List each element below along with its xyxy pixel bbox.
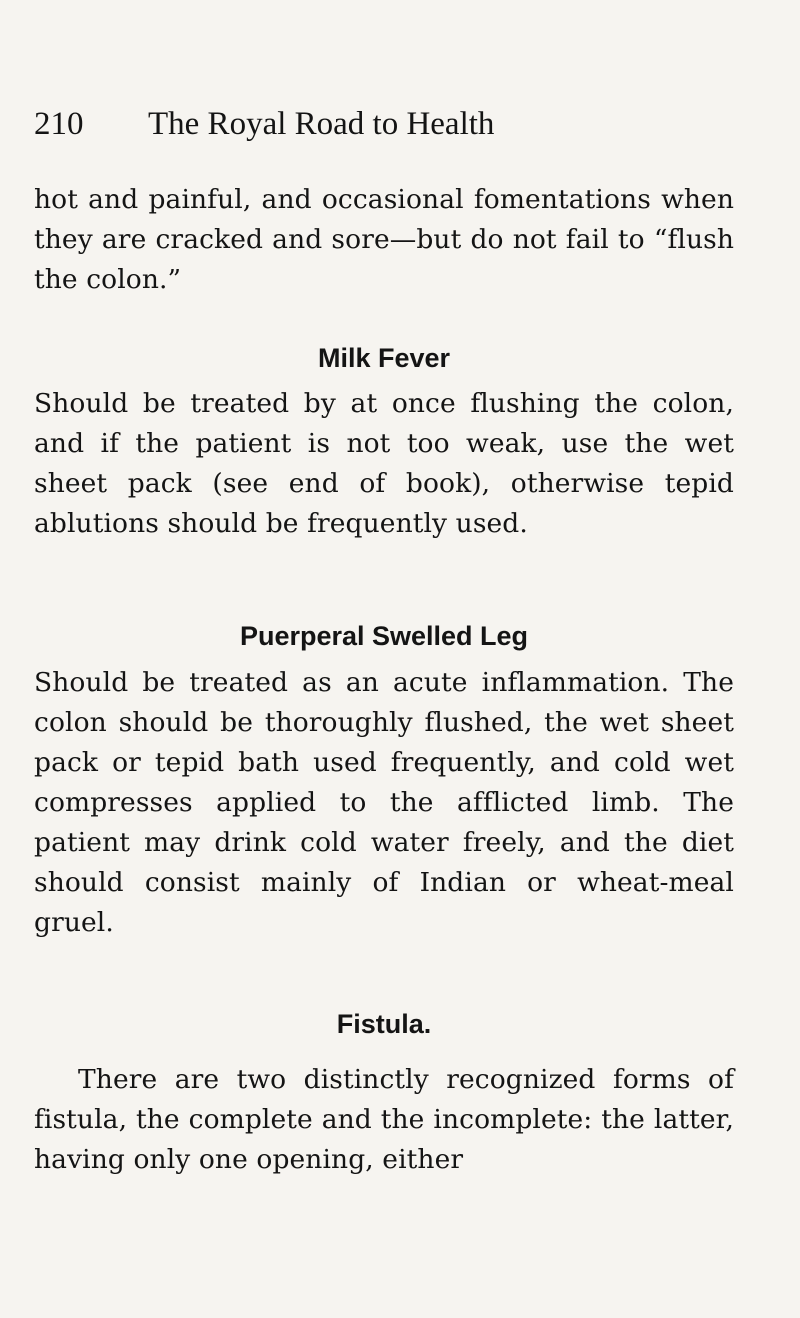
section-paragraph-puerperal-swelled-leg: Should be treated as an acute inflammation. The colon should be thoroughly flushed, the wet sheet pack or tepid bath used frequently, and cold wet compresses applied to the afflicted limb. The patient may drink cold water freely, and the diet should consist mainly of Indian or wheat-meal gruel. xyxy=(34,667,734,938)
book-title: The Royal Road to Health xyxy=(148,106,495,142)
section-heading-puerperal-swelled-leg: Puerperal Swelled Leg xyxy=(239,621,529,651)
page-number: 210 xyxy=(34,106,84,142)
section-paragraph-milk-fever: Should be treated by at once flushing the colon, and if the patient is not too weak, use the wet sheet pack (see end of book), otherwise tepid ablutions should be frequently used. xyxy=(34,388,734,539)
book-page xyxy=(34,0,734,1318)
section-paragraph-fistula: There are two distinctly recognized forms of fistula, the complete and the incomplete: the latter, having only one opening, either xyxy=(34,1064,734,1175)
section-heading-milk-fever: Milk Fever xyxy=(317,343,451,373)
section-heading-fistula: Fistula. xyxy=(336,1009,432,1039)
running-head xyxy=(34,104,734,144)
intro-paragraph: hot and painful, and occasional fomentations when they are cracked and sore—but do not fail to “flush the colon.” xyxy=(34,184,734,295)
